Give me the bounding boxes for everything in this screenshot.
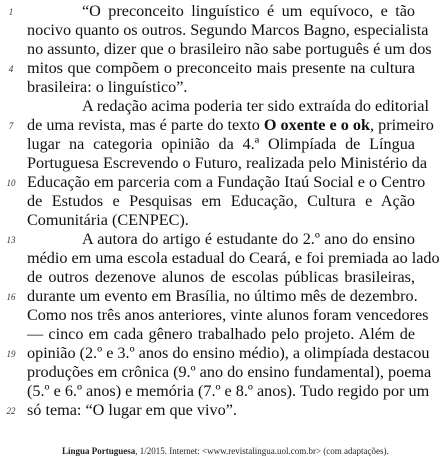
line-number: 1 — [8, 7, 14, 17]
text-line: de Estudos e Pesquisas em Educação, Cultura e Ação — [27, 192, 415, 210]
text-line: Como nos três anos anteriores, vinte alunos foram vencedores — [27, 306, 429, 324]
text-line: de outros dezenove alunos de escolas públicas brasileiras, — [27, 268, 415, 286]
text-fragment: , primeiro — [370, 116, 434, 134]
line-number: 10 — [6, 178, 16, 188]
text-fragment: de uma revista, mas é parte do texto — [27, 116, 264, 134]
line-number: 7 — [8, 121, 14, 131]
text-line: só tema: “O lugar em que vivo”. — [27, 401, 237, 419]
text-line: durante um evento em Brasília, no último mês de dezembro. — [27, 287, 418, 305]
article-title: O oxente e o ok — [263, 116, 370, 134]
text-line: nocivo quanto os outros. Segundo Marcos Bagno, especialista — [27, 21, 429, 39]
source-details: , 1/2015. Internet: <www.revistalingua.uol.com.br> (com adaptações). — [135, 446, 389, 456]
line-number: 4 — [8, 64, 14, 74]
line-number: 19 — [6, 349, 16, 359]
text-line: opinião (2.º e 3.º anos do ensino médio), a olimpíada destacou — [27, 344, 430, 362]
text-line: produções em crônica (9.º ano do ensino fundamental), poema — [27, 363, 432, 381]
text-line: no assunto, dizer que o brasileiro não sabe português é um dos — [27, 40, 432, 58]
text-line: Educação em parceria com a Fundação Itaú Social e o Centro — [27, 173, 426, 191]
text-line: A redação acima poderia ter sido extraída do editorial — [82, 97, 429, 115]
text-line: Comunitária (CENPEC). — [27, 211, 189, 229]
text-line-with-title — [27, 116, 434, 135]
text-line: (5.º e 6.º anos) e memória (7.º e 8.º anos). Tudo regido por um — [27, 382, 430, 400]
line-number: 22 — [6, 406, 16, 416]
line-number: 16 — [6, 292, 16, 302]
text-line: Portuguesa Escrevendo o Futuro, realizada pelo Ministério da — [27, 154, 428, 172]
text-line: brasileira: o linguístico”. — [27, 78, 188, 96]
source-citation — [62, 446, 414, 456]
source-publication: Língua Portuguesa — [62, 446, 136, 456]
text-line: mitos que compõem o preconceito mais presente na cultura — [27, 59, 415, 77]
line-number: 13 — [6, 235, 16, 245]
text-line: — cinco em cada gênero trabalhado pelo projeto. Além de — [27, 325, 415, 343]
text-line: médio em uma escola estadual do Ceará, e foi premiada ao lado — [27, 249, 440, 267]
text-line: lugar na categoria opinião da 4.ª Olimpíada de Língua — [27, 135, 415, 153]
text-line: “O preconceito linguístico é um equívoco, e tão — [82, 2, 415, 20]
text-line: A autora do artigo é estudante do 2.º ano do ensino — [82, 230, 415, 248]
